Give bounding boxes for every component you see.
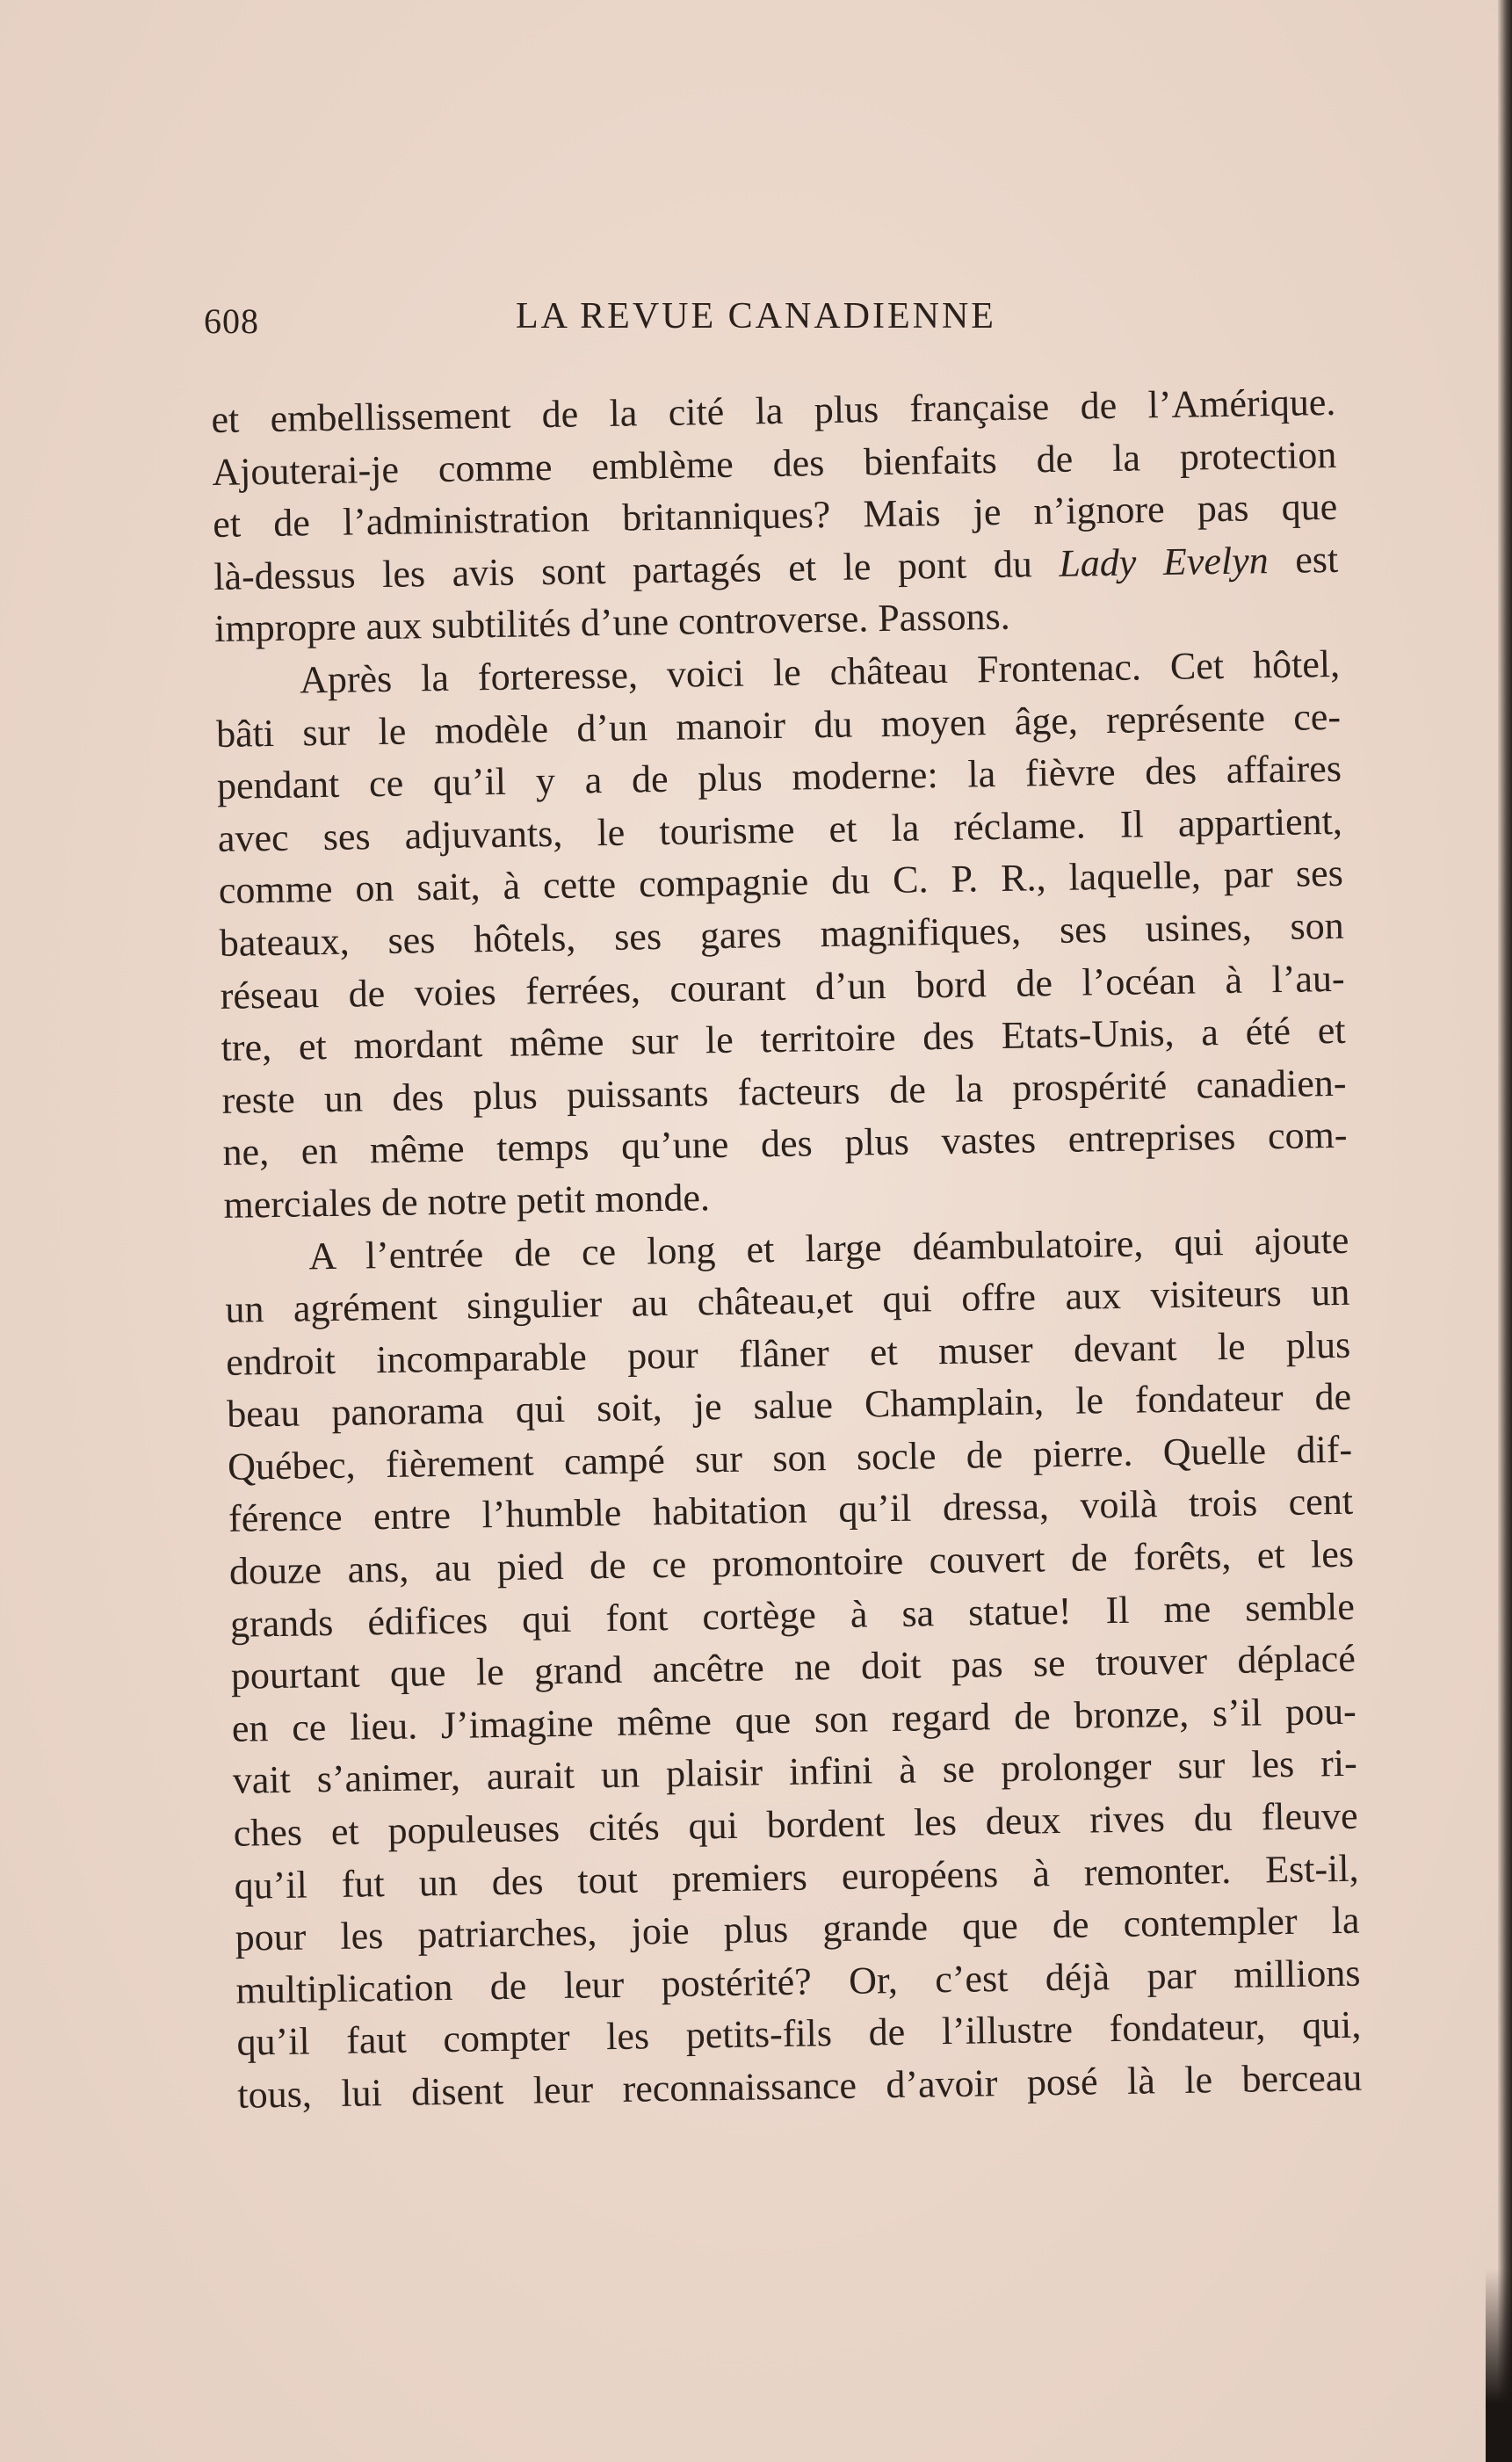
text-line: Ajouterai-je comme emblème des bienfaits de la protection	[212, 432, 1337, 494]
text-line: Après la forteresse, voici le château Frontenac. Cet hôtel,	[299, 641, 1341, 702]
text-line: pourtant que le grand ancêtre ne doit pas se trouver déplacé	[230, 1636, 1356, 1698]
text-line: multiplication de leur postérité? Or, c’est déjà par millions	[235, 1951, 1361, 2012]
text-line: beau panorama qui soit, je salue Champlain, le fondateur de	[226, 1375, 1352, 1437]
text-line: qu’il fut un des tout premiers européens à remonter. Est-il,	[234, 1846, 1359, 1908]
text-line: avec ses adjuvants, le tourisme et la réclame. Il appartient,	[217, 799, 1343, 860]
corner-shadow	[1486, 2269, 1512, 2462]
text-line: et de l’administration britanniques? Mais je n’ignore pas que	[212, 485, 1338, 547]
text-line: comme on sait, à cette compagnie du C. P. R., laquelle, par ses	[218, 851, 1344, 913]
running-title: LA REVUE CANADIENNE	[516, 296, 996, 337]
text-line-end: est	[1294, 537, 1339, 582]
text-line: vait s’animer, aurait un plaisir infini à se prolonger sur les ri-	[232, 1742, 1358, 1803]
text-line: Québec, fièrement campé sur son socle de pierre. Quelle dif-	[227, 1427, 1353, 1488]
text-line: qu’il faut compter les petits-fils de l’illustre fondateur, qui,	[236, 2003, 1362, 2065]
text-line: merciales de notre petit monde.	[223, 1176, 711, 1227]
text-line: ne, en même temps qu’une des plus vastes entreprises com-	[222, 1113, 1348, 1175]
text-line: férence entre l’humble habitation qu’il dressa, voilà trois cent	[228, 1480, 1354, 1541]
text-line: réseau de voies ferrées, courant d’un bord de l’océan à l’au-	[220, 956, 1345, 1017]
text-line: en ce lieu. J’imagine même que son regard de bronze, s’il pou-	[231, 1689, 1357, 1750]
text-line: tre, et mordant même sur le territoire des Etats-Unis, a été et	[221, 1008, 1346, 1070]
text-line: ches et populeuses cités qui bordent les deux rives du fleuve	[233, 1793, 1358, 1855]
text-line: bateaux, ses hôtels, ses gares magnifiques, ses usines, son	[219, 903, 1345, 965]
text-line: tous, lui disent leur reconnaissance d’avoir posé là le berceau	[237, 2055, 1363, 2117]
body-text	[211, 376, 1363, 2121]
text-line: endroit incomparable pour flâner et muser devant le plus	[225, 1322, 1351, 1384]
page-number: 608	[204, 301, 259, 341]
text-line: un agrément singulier au château,et qui offre aux visiteurs un	[224, 1270, 1350, 1331]
text-line: douze ans, au pied de ce promontoire couvert de forêts, et les	[228, 1532, 1355, 1593]
text-line: grands édifices qui font cortège à sa statue! Il me semble	[229, 1584, 1356, 1646]
text-line: bâti sur le modèle d’un manoir du moyen âge, représente ce-	[215, 694, 1342, 756]
text-line: reste un des plus puissants facteurs de la prospérité canadien-	[221, 1061, 1347, 1122]
text-line: A l’entrée de ce long et large déambulatoire, qui ajoute	[308, 1218, 1349, 1278]
ship-name: Lady Evelyn	[1058, 538, 1270, 585]
page-header	[204, 288, 1337, 350]
text-line: pendant ce qu’il y a de plus moderne: la fièvre des affaires	[216, 746, 1342, 808]
text-line: et embellissement de la cité la plus française de l’Amérique.	[211, 380, 1336, 441]
text-line: impropre aux subtilités d’une controverse. Passons.	[213, 595, 1010, 651]
page-edge-shadow	[1498, 0, 1512, 2462]
text-line-start: là-dessus les avis sont partagés et le pont du	[213, 542, 1033, 598]
text-line: pour les patriarches, joie plus grande que de contempler la	[235, 1898, 1360, 1959]
